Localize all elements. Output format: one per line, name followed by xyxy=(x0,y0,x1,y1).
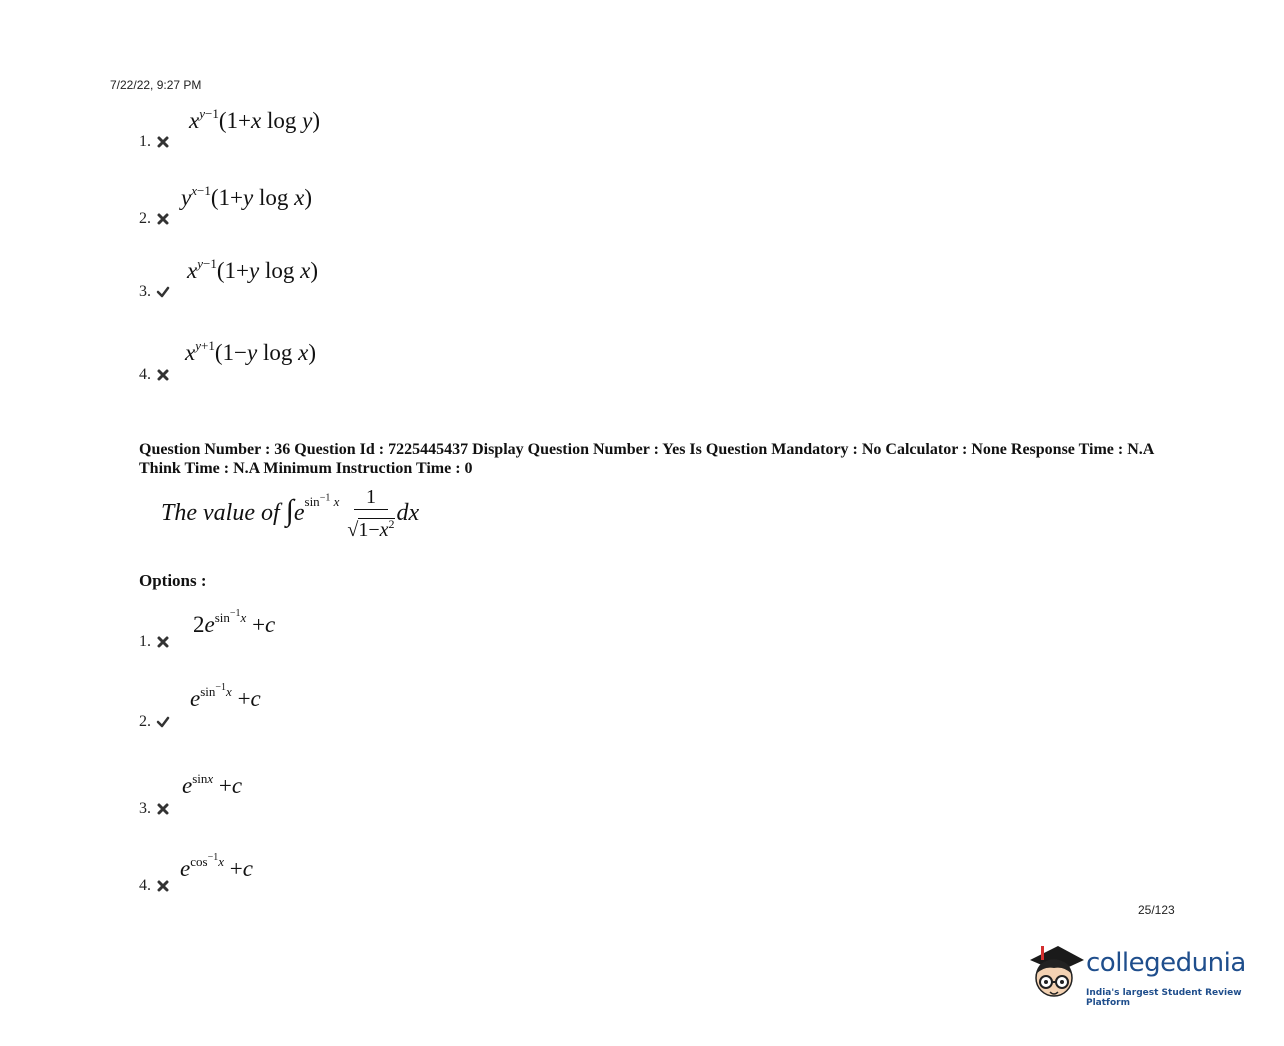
option-2 xyxy=(139,713,170,731)
option-number: 2. xyxy=(139,713,151,730)
option-4-expression: $e^{cos^{-1}x} +c$ xyxy=(180,852,253,881)
check-icon xyxy=(156,715,170,729)
cross-icon xyxy=(156,368,170,382)
page-number: 25/123 xyxy=(1138,903,1175,917)
question-meta: Question Number : 36 Question Id : 7225445437 Display Question Number : Yes Is Question Mandatory : No Calculator : None Response Time : N.A Think Time : N.A Minimum Instruction Time : 0 xyxy=(139,441,1154,477)
option-number: 4. xyxy=(139,366,151,383)
prev-option-3-expression: $x^{y-1}(1+y$ log x) xyxy=(187,256,318,283)
mascot-icon xyxy=(1024,938,1086,1006)
option-3 xyxy=(139,800,170,818)
option-number: 3. xyxy=(139,283,151,300)
integrand-fraction xyxy=(347,485,394,544)
question-text: The value of $\int e^{sin^{-1} x}$ $\frac{1}{√1-x^2}$ dx xyxy=(161,485,419,544)
differential: dx xyxy=(396,500,420,527)
prev-option-4 xyxy=(139,366,170,384)
option-number: 3. xyxy=(139,800,151,817)
prev-option-4-expression: $x^{y+1}(1-y$ log x) xyxy=(185,338,316,365)
option-4 xyxy=(139,877,170,895)
option-3-expression: $e^{sinx} +c$ xyxy=(182,771,243,798)
fraction-denominator: $√1-x^2$ xyxy=(347,517,395,541)
option-1-expression: $2e^{sin^{-1}x} +c$ xyxy=(193,608,276,637)
cross-icon xyxy=(156,212,170,226)
option-number: 2. xyxy=(139,210,151,227)
check-icon xyxy=(156,285,170,299)
logo-wordmark: collegedunia xyxy=(1086,948,1246,978)
collegedunia-logo xyxy=(1024,938,1256,1006)
option-2-expression: $e^{sin^{-1}x} +c$ xyxy=(190,682,261,711)
prev-option-1 xyxy=(139,133,170,151)
prev-option-1-expression: $x^{y-1}(1+x$ log y) xyxy=(189,106,320,133)
option-1 xyxy=(139,633,170,651)
options-label: Options : xyxy=(139,571,207,590)
logo-tagline: India's largest Student Review Platform xyxy=(1086,988,1242,1008)
cross-icon xyxy=(156,802,170,816)
fraction-numerator: 1 xyxy=(354,485,388,510)
integral-symbol: ∫ xyxy=(285,494,294,528)
option-number: 4. xyxy=(139,877,151,894)
question-prefix: The value of xyxy=(161,500,280,527)
cross-icon xyxy=(156,635,170,649)
cross-icon xyxy=(156,879,170,893)
option-number: 1. xyxy=(139,133,151,150)
prev-option-2 xyxy=(139,210,170,228)
prev-option-3 xyxy=(139,283,170,301)
print-timestamp: 7/22/22, 9:27 PM xyxy=(110,78,202,92)
prev-option-2-expression: $y^{x-1}(1+y$ log x) xyxy=(181,183,312,210)
option-number: 1. xyxy=(139,633,151,650)
cross-icon xyxy=(156,135,170,149)
